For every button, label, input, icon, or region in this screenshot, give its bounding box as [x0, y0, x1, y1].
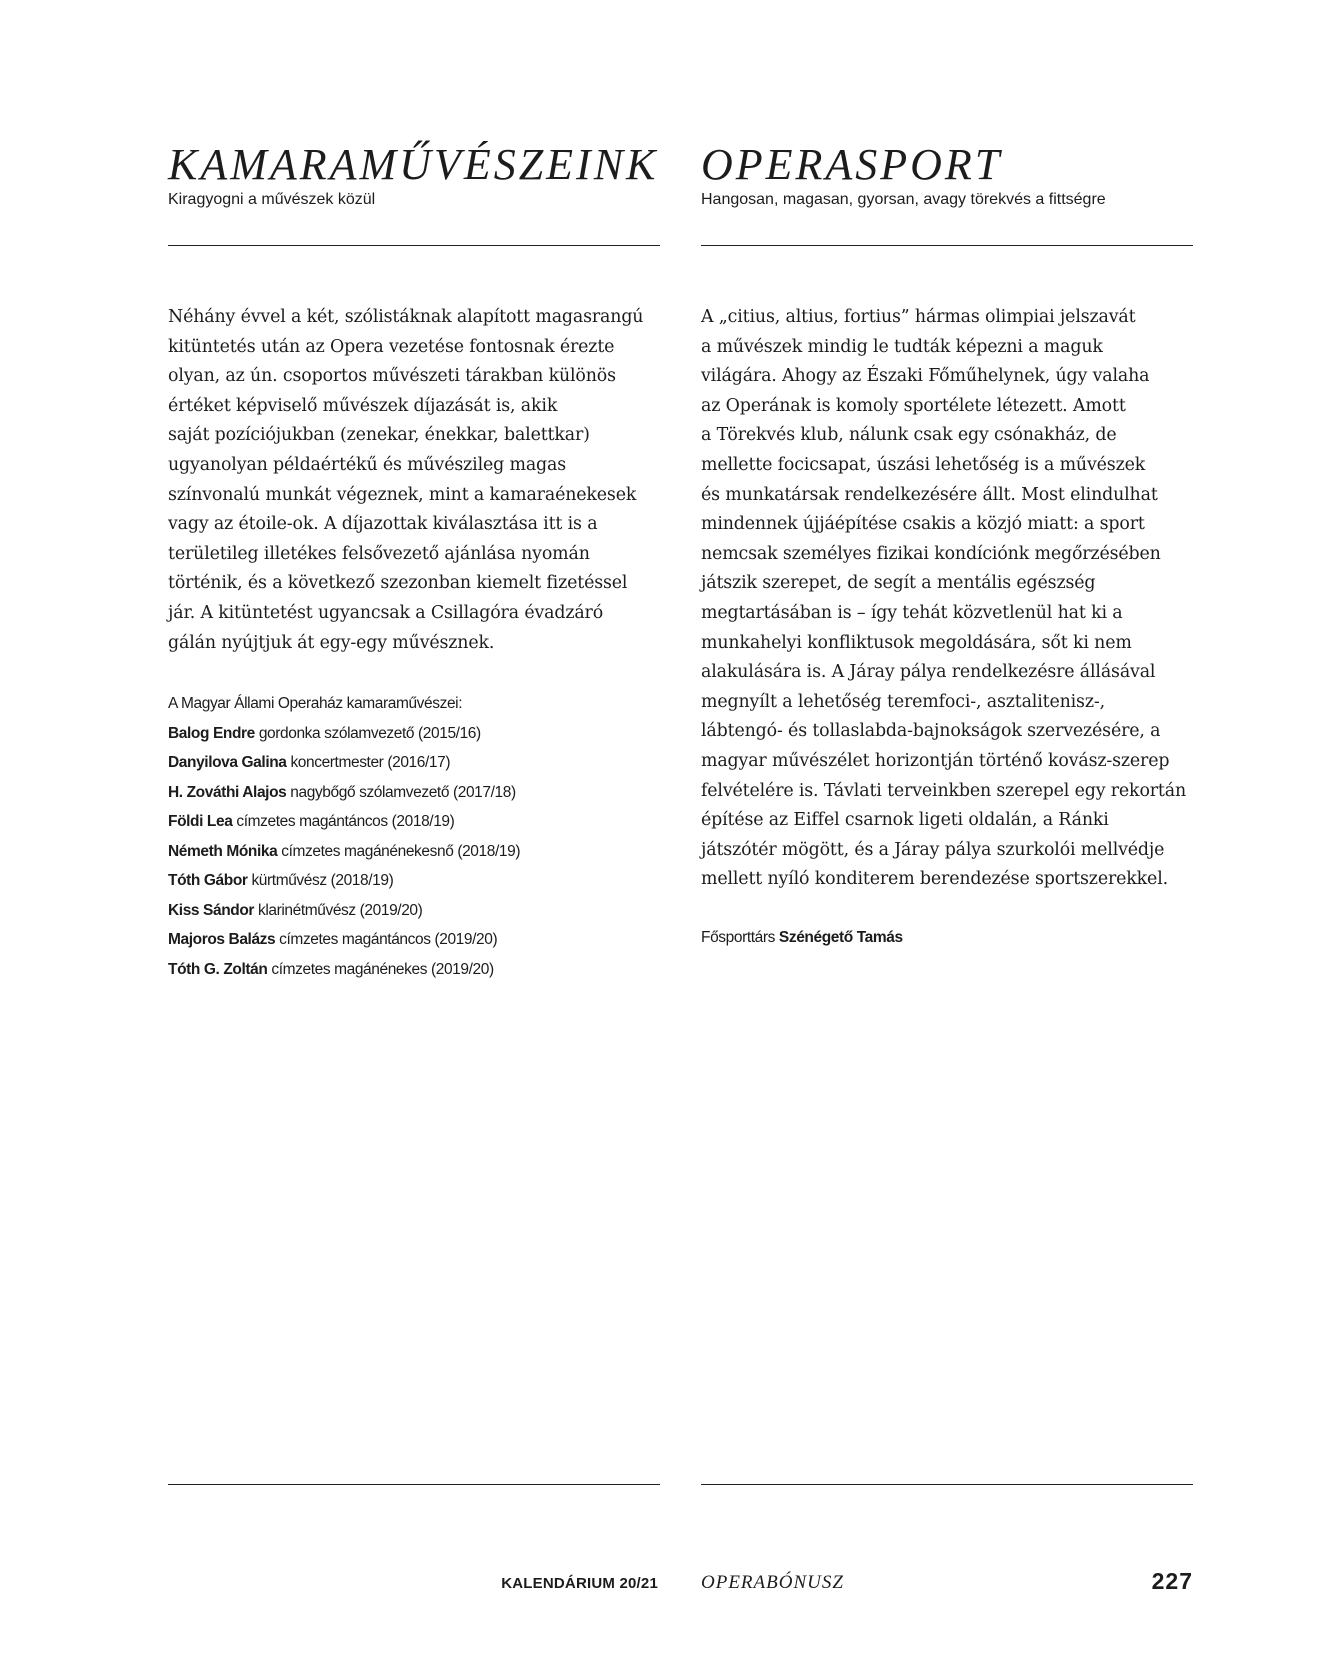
body-line: ugyanolyan példaértékű és művészileg magas [168, 454, 567, 475]
chamber-artists-list [168, 689, 520, 984]
footer-publication: KALENDÁRIUM 20/21 [501, 1575, 658, 1592]
signature [701, 926, 903, 950]
body-line: jár. A kitüntetést ugyancsak a Csillagóra évadzáró [168, 602, 604, 623]
right-top-divider [701, 245, 1193, 246]
left-section-subtitle: Kiragyogni a művészek közül [168, 191, 376, 208]
list-item [168, 925, 520, 955]
page-number: 227 [1151, 1568, 1193, 1594]
body-line: vagy az étoile-ok. A díjazottak kiválasztása itt is a [168, 514, 598, 535]
body-line: játszik szerepet, de segít a mentális egészség [701, 573, 1096, 594]
artist-role: címzetes magántáncos (2019/20) [279, 931, 498, 948]
body-line: mellett nyíló konditerem berendezése sportszerekkel. [701, 869, 1168, 890]
body-line: olyan, az ún. csoportos művészeti tárakban különös [168, 366, 616, 387]
list-item [168, 837, 520, 867]
left-section-title: KAMARAMŰVÉSZEINK [168, 140, 659, 189]
body-line: nemcsak személyes fizikai kondíciónk megőrzésében [701, 543, 1161, 564]
body-line: magyar művészélet horizontján történő kovász-szerep [701, 750, 1170, 771]
artist-role: koncertmester (2016/17) [290, 754, 451, 771]
list-item [168, 748, 520, 778]
artist-role: címzetes magánénekes (2019/20) [271, 960, 494, 978]
body-line: A „citius, altius, fortius” hármas olimpiai jelszavát [701, 307, 1136, 327]
body-line: kitüntetés után az Opera vezetése fontosnak érezte [168, 336, 615, 357]
signature-prefix: Fősporttárs [701, 929, 775, 946]
artist-role: klarinétművész (2019/20) [257, 901, 423, 919]
body-line: gálán nyújtjuk át egy-egy művésznek. [168, 632, 495, 653]
artist-name: Danyilova Galina [168, 754, 287, 771]
list-item [168, 866, 520, 896]
footer-section: OPERABÓNUSZ [701, 1572, 844, 1593]
artist-role: gordonka szólamvezető (2015/16) [258, 724, 481, 742]
artist-name: Földi Lea [168, 813, 233, 830]
body-line: mindennek újjáépítése csakis a közjó miatt: a sport [701, 514, 1145, 535]
list-item [168, 778, 520, 808]
artist-role: nagybőgő szólamvezető (2017/18) [290, 783, 516, 801]
artist-name: Németh Mónika [168, 842, 278, 860]
artist-name: Majoros Balázs [168, 931, 276, 948]
body-line: a Törekvés klub, nálunk csak egy csónakház, de [701, 425, 1117, 446]
body-line: az Operának is komoly sportélete létezett. Amott [701, 395, 1126, 416]
body-line: a művészek mindig le tudták képezni a maguk [701, 336, 1103, 357]
artist-name: Tóth Gábor [168, 872, 248, 889]
artist-name: Tóth G. Zoltán [168, 960, 268, 978]
list-item [168, 896, 520, 926]
body-line: alakulására is. A Járay pálya rendelkezésre állásával [701, 662, 1156, 683]
list-item [168, 719, 520, 749]
body-line: munkahelyi konfliktusok megoldására, sőt ki nem [701, 632, 1132, 653]
right-bottom-divider [701, 1484, 1193, 1485]
roster-heading: A Magyar Állami Operaház kamaraművészei: [168, 695, 463, 712]
signature-name: Szénégető Tamás [778, 929, 903, 946]
artist-role: címzetes magántáncos (2018/19) [236, 813, 455, 830]
body-line: mellette focicsapat, úszási lehetőség is a művészek [701, 454, 1146, 475]
artist-role: kürtművész (2018/19) [251, 872, 394, 889]
body-line: történik, és a következő szezonban kiemelt fizetéssel [168, 573, 628, 594]
artist-name: Balog Endre [168, 724, 255, 742]
body-line: megnyílt a lehetőség teremfoci-, asztalitenisz-, [701, 691, 1105, 712]
body-line: saját pozíciójukban (zenekar, énekkar, balettkar) [168, 425, 590, 446]
artist-name: Kiss Sándor [168, 901, 255, 919]
body-line: és munkatársak rendelkezésére állt. Most elindulhat [701, 484, 1158, 505]
right-section-subtitle: Hangosan, magasan, gyorsan, avagy törekvés a fittségre [701, 191, 1106, 208]
artist-name: H. Zováthi Alajos [168, 783, 287, 801]
left-bottom-divider [168, 1484, 660, 1485]
left-top-divider [168, 245, 660, 246]
list-item [168, 807, 520, 837]
left-body-text [168, 303, 643, 658]
body-line: megtartásában is – így tehát közvetlenül hat ki a [701, 602, 1123, 623]
body-line: építése az Eiffel csarnok ligeti oldalán, a Ránki [701, 810, 1109, 831]
body-line: játszótér mögött, és a Járay pálya szurkolói mellvédje [701, 839, 1165, 860]
body-line: lábtengó- és tollaslabda-bajnokságok szervezésére, a [701, 721, 1161, 742]
right-body-text [701, 303, 1186, 895]
body-line: felvételére is. Távlati terveinkben szerepel egy rekortán [701, 780, 1187, 801]
artist-role: címzetes magánénekesnő (2018/19) [281, 842, 521, 860]
list-item [168, 955, 520, 985]
body-line: területileg illetékes felsővezető ajánlása nyomán [168, 543, 590, 564]
body-line: világára. Ahogy az Északi Főműhelynek, úgy valaha [701, 366, 1150, 387]
body-line: színvonalú munkát végeznek, mint a kamaraénekesek [168, 484, 637, 505]
right-section-title: OPERASPORT [701, 140, 1003, 189]
body-line: értéket képviselő művészek díjazását is, akik [168, 395, 558, 416]
body-line: Néhány évvel a két, szólistáknak alapított magasrangú [168, 307, 644, 327]
